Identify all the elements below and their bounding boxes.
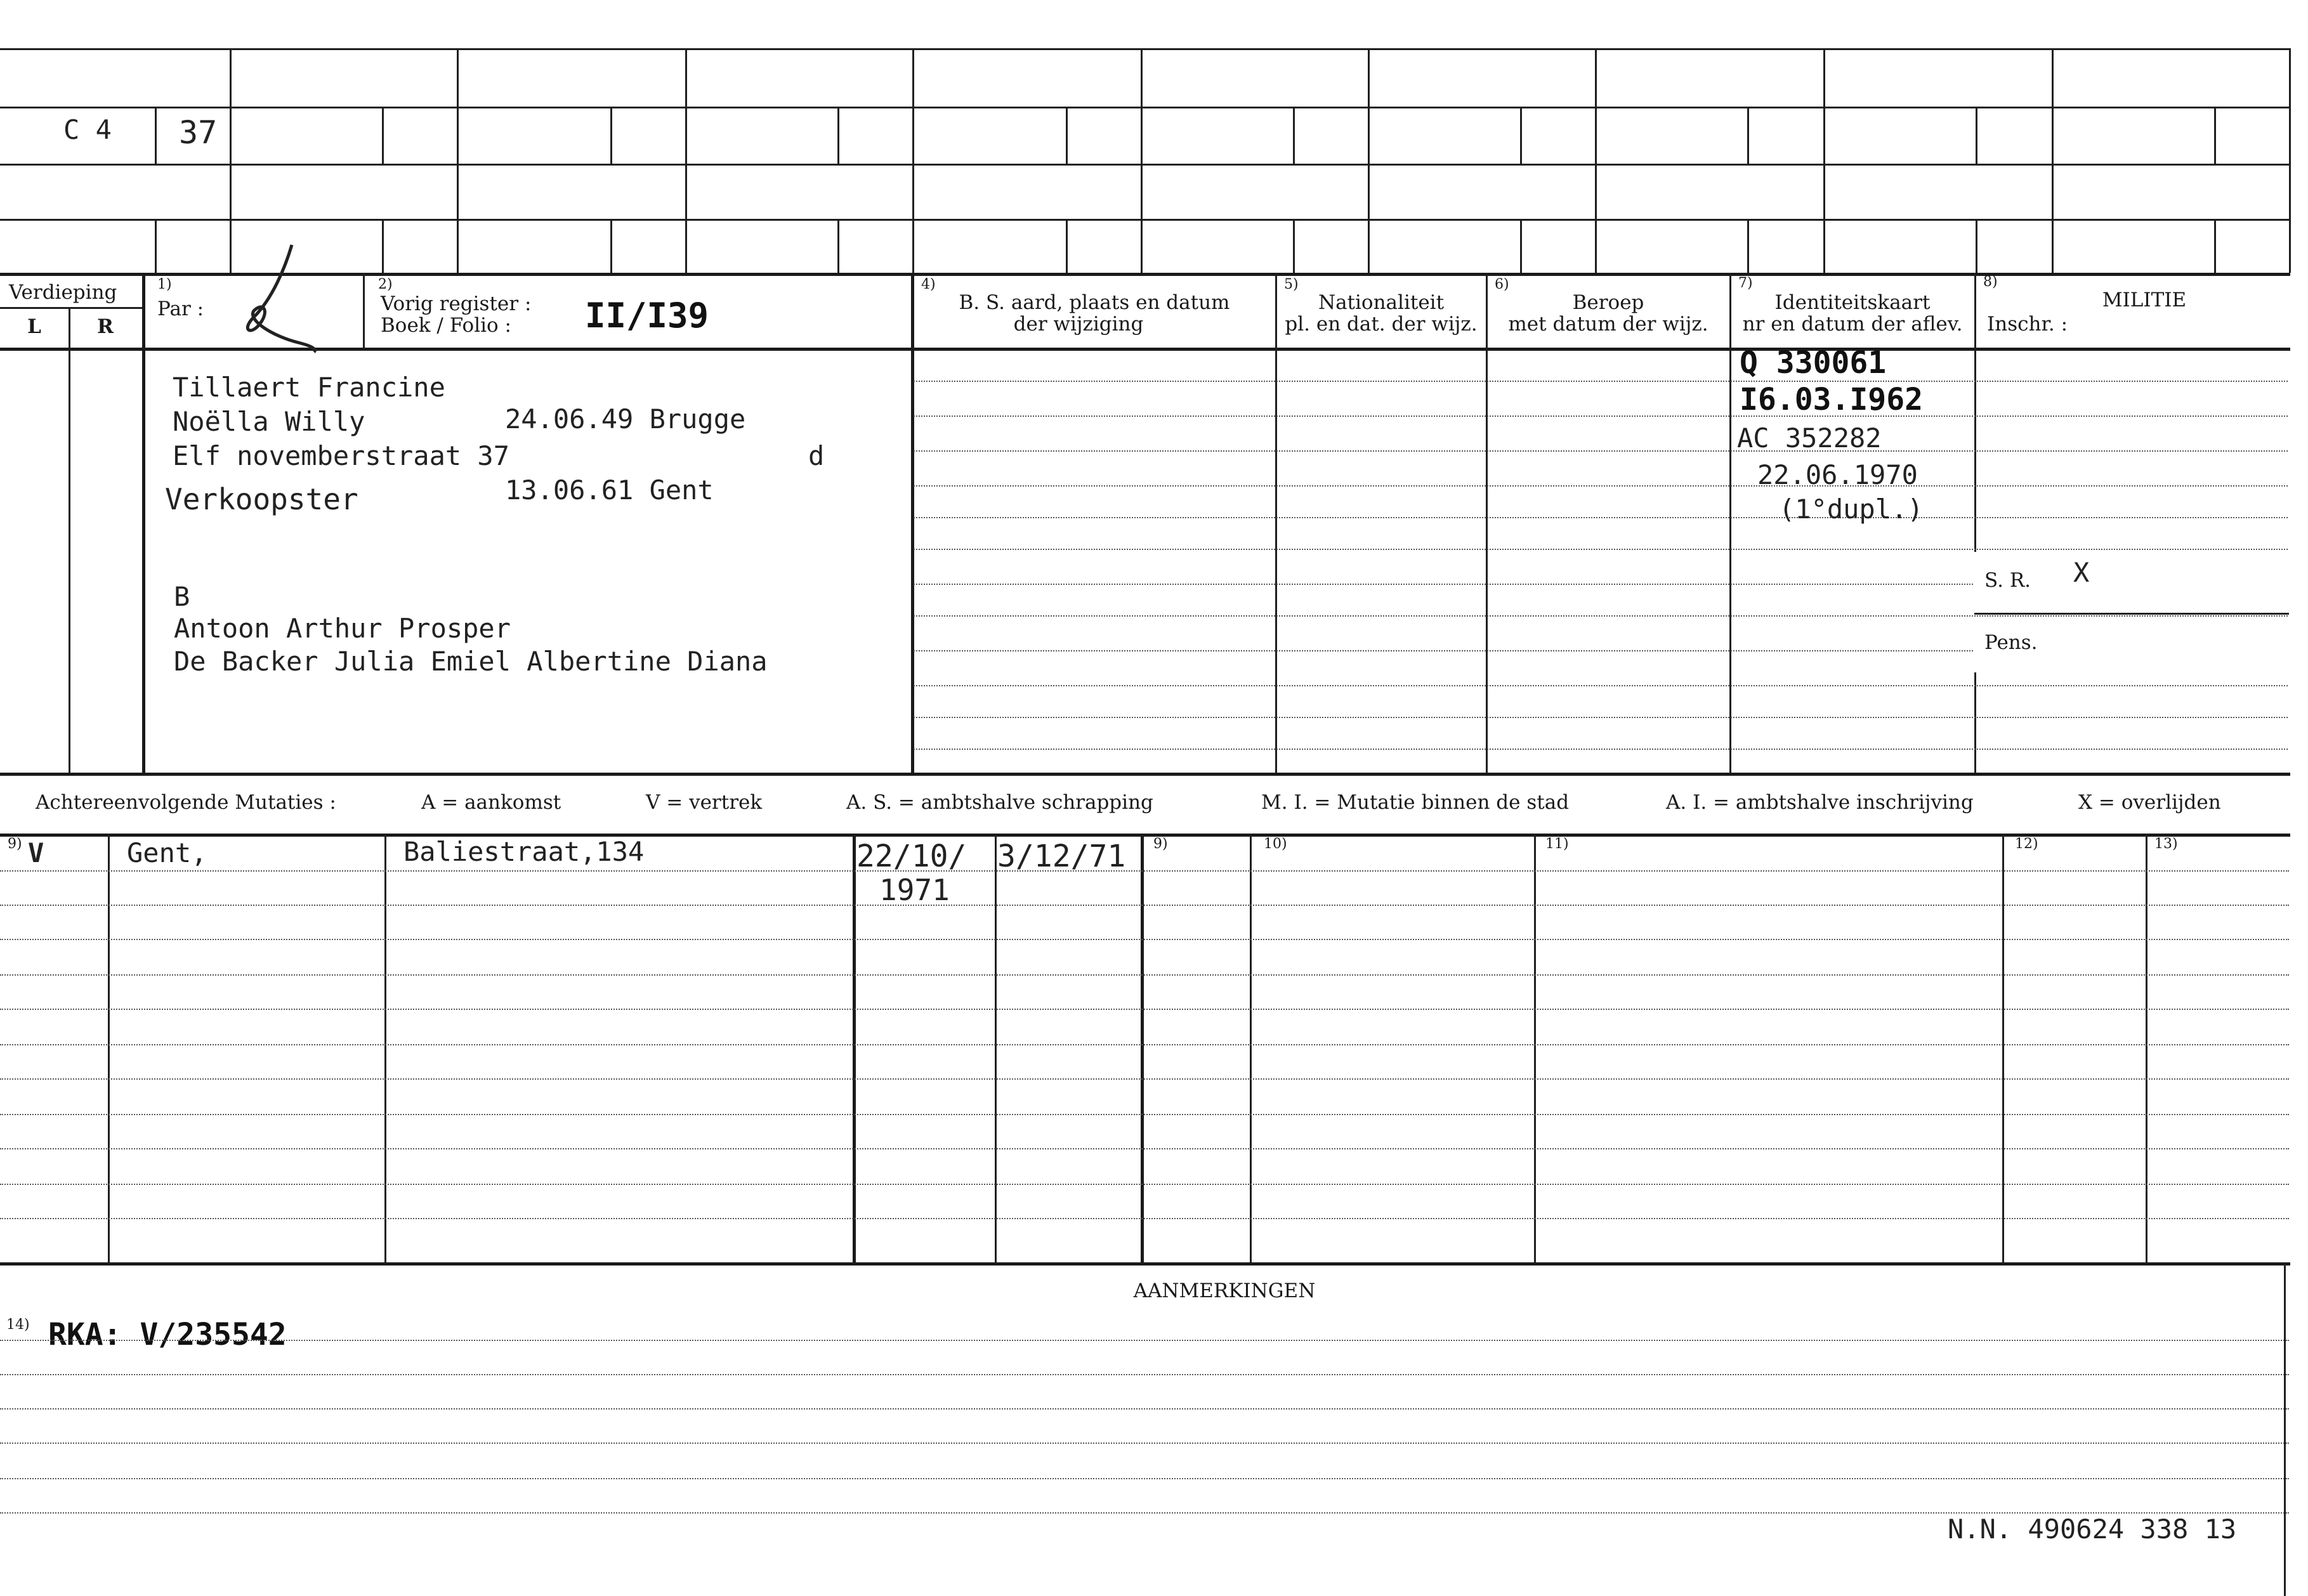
mut-num12: 12): [2015, 836, 2038, 852]
grid-line: [155, 219, 157, 273]
writing-line: [914, 485, 2288, 487]
grid-line: [457, 48, 459, 273]
writing-line: [0, 1044, 2289, 1045]
legend-title: Achtereenvolgende Mutaties :: [36, 791, 336, 814]
header-vorig-value: II/I39: [585, 296, 709, 336]
grid-line: [363, 273, 365, 348]
legend-a: A = aankomst: [421, 791, 561, 814]
writing-line: [914, 717, 2288, 718]
writing-line: [0, 1184, 2289, 1185]
grid-line: [382, 219, 384, 273]
person-mother: De Backer Julia Emiel Albertine Diana: [174, 646, 768, 677]
grid-line: [610, 219, 612, 273]
header-beroep-line1: Beroep: [1572, 291, 1644, 314]
mut-date-a-line1: 22/10/: [856, 839, 967, 874]
legend-ai: A. I. = ambtshalve inschrijving: [1666, 791, 1974, 814]
grid-line: [1747, 219, 1749, 273]
identity-dupl: (1°dupl.): [1779, 494, 1924, 525]
writing-line: [914, 450, 2288, 452]
grid-line: [1250, 834, 1252, 1262]
person-line2-name: Noëlla Willy: [173, 406, 365, 437]
militie-pens-label: Pens.: [1984, 631, 2038, 654]
writing-line: [0, 1374, 2289, 1375]
header-nat-line1: Nationaliteit: [1318, 291, 1445, 314]
writing-line: [0, 1478, 2289, 1479]
grid-line: [685, 48, 687, 273]
writing-line: [914, 685, 2288, 686]
header-bs-line2: der wijziging: [1013, 313, 1144, 336]
mut-num9b: 9): [1153, 836, 1168, 852]
footer-nn: N.N. 490624 338 13: [1948, 1514, 2237, 1545]
mut-date-a-line2: 1971: [879, 873, 950, 907]
grid-line: [0, 273, 2290, 276]
person-line3-addr: Elf novemberstraat 37: [173, 440, 510, 471]
grid-line: [384, 834, 386, 1262]
identity-card2: AC 352282: [1737, 422, 1882, 454]
mut-num13: 13): [2154, 836, 2178, 852]
remarks-rka: RKA: V/235542: [48, 1317, 287, 1352]
writing-line: [0, 905, 2289, 906]
grid-line: [1520, 219, 1522, 273]
header-col-l: L: [27, 315, 41, 338]
header-inschr: Inschr. :: [1987, 313, 2068, 336]
grid-line: [1293, 219, 1295, 273]
writing-line: [914, 584, 1973, 585]
grid-line: [837, 107, 839, 164]
grid-line: [0, 107, 2290, 108]
writing-line: [0, 1114, 2289, 1115]
grid-line: [1976, 219, 1977, 273]
writing-line: [914, 650, 1973, 651]
grid-line: [1595, 48, 1597, 273]
person-parent-mark: B: [174, 581, 190, 612]
mutations-bottom: [0, 1262, 2290, 1266]
writing-line: [0, 1078, 2289, 1080]
mut-num10: 10): [1264, 836, 1287, 852]
header-nat-num: 5): [1284, 277, 1299, 292]
identity-card1: Q 330061: [1740, 345, 1887, 381]
header-vorig-register: Vorig register :: [381, 292, 532, 315]
block-bottom: [0, 773, 2290, 776]
grid-line: [1066, 107, 1068, 164]
person-father: Antoon Arthur Prosper: [174, 613, 511, 644]
grid-line: [2214, 219, 2216, 273]
grid-line: [382, 107, 384, 164]
grid-line: [610, 107, 612, 164]
grid-line: [837, 219, 839, 273]
writing-line: [914, 517, 2288, 518]
header-mil-num: 8): [1983, 274, 1998, 290]
person-line4-date: 13.06.61 Gent: [505, 474, 714, 506]
grid-line: [1368, 48, 1370, 273]
grid-line: [853, 834, 856, 1262]
par-signature: [235, 241, 324, 355]
writing-line: [914, 381, 2288, 382]
header-beroep-num: 6): [1495, 277, 1509, 292]
writing-line: [0, 1442, 2289, 1444]
grid-line: [155, 107, 157, 164]
grid-line: [1141, 48, 1143, 273]
grid-line: [1520, 107, 1522, 164]
person-line1: Tillaert Francine: [173, 372, 445, 403]
top-border: [0, 48, 2290, 50]
legend-x: X = overlijden: [2078, 791, 2221, 814]
header-par-num: 1): [157, 277, 172, 292]
person-line2-date: 24.06.49 Brugge: [505, 403, 746, 435]
grid-line: [1974, 273, 1976, 552]
person-line3-mark: d: [808, 440, 825, 471]
grid-line: [995, 834, 997, 1262]
header-bottom: [0, 348, 2290, 351]
grid-line: [912, 48, 914, 273]
writing-line: [0, 1218, 2289, 1219]
header-id-line1: Identiteitskaart: [1774, 291, 1931, 314]
grid-line: [1974, 613, 2289, 615]
grid-line: [69, 307, 70, 773]
header-militie: MILITIE: [2102, 289, 2187, 311]
remarks-title: AANMERKINGEN: [1133, 1279, 1316, 1302]
remarks-num14: 14): [6, 1317, 30, 1333]
mut-num11: 11): [1545, 836, 1569, 852]
mut-num9: 9): [8, 836, 22, 852]
grid-line: [142, 273, 145, 773]
header-id-line2: nr en datum der aflev.: [1742, 313, 1963, 336]
grid-line: [1729, 273, 1731, 773]
militie-sr-label: S. R.: [1984, 569, 2031, 592]
writing-line: [914, 749, 2288, 750]
grid-line: [1293, 107, 1295, 164]
header-par: Par :: [157, 298, 204, 320]
header-bs-num: 4): [921, 277, 936, 292]
mut-date-b: 3/12/71: [997, 839, 1126, 874]
writing-line: [914, 549, 2288, 550]
person-line4-job: Verkoopster: [165, 482, 358, 516]
grid-line: [1275, 273, 1277, 773]
identity-date1: I6.03.I962: [1740, 382, 1923, 417]
writing-line: [914, 615, 2288, 617]
header-nat-line2: pl. en dat. der wijz.: [1285, 313, 1478, 336]
writing-line: [0, 1148, 2289, 1149]
writing-line: [0, 939, 2289, 940]
grid-line: [0, 307, 142, 309]
right-edge-line: [2284, 1262, 2286, 1596]
writing-line: [914, 415, 2288, 417]
writing-line: [0, 1340, 2289, 1341]
header-id-num: 7): [1738, 275, 1753, 291]
top-code-b: 37: [179, 114, 218, 151]
legend-v: V = vertrek: [646, 791, 763, 814]
grid-line: [911, 273, 914, 773]
grid-line: [2214, 107, 2216, 164]
grid-line: [2052, 48, 2054, 273]
grid-line: [1141, 834, 1144, 1262]
identity-date2: 22.06.1970: [1757, 459, 1918, 490]
header-beroep-line2: met datum der wijz.: [1508, 313, 1708, 336]
grid-line: [2289, 48, 2291, 273]
writing-line: [0, 870, 2289, 872]
grid-line: [1747, 107, 1749, 164]
legend-mi: M. I. = Mutatie binnen de stad: [1261, 791, 1570, 814]
legend-as: A. S. = ambtshalve schrapping: [846, 791, 1153, 814]
header-vorig-num: 2): [378, 277, 393, 292]
grid-line: [2002, 834, 2004, 1262]
mut-street: Baliestraat,134: [403, 836, 645, 867]
grid-line: [0, 164, 2290, 166]
writing-line: [0, 1512, 2289, 1514]
grid-line: [108, 834, 110, 1262]
header-bs-line1: B. S. aard, plaats en datum: [959, 291, 1230, 314]
mutations-top: [0, 834, 2290, 837]
writing-line: [0, 974, 2289, 976]
header-boek-folio: Boek / Folio :: [381, 314, 511, 337]
grid-line: [1486, 273, 1488, 773]
writing-line: [0, 1408, 2289, 1410]
grid-line: [1534, 834, 1536, 1262]
mut-city: Gent,: [127, 837, 207, 868]
header-verdieping: Verdieping: [9, 281, 117, 304]
top-code-a: C 4: [63, 114, 112, 145]
grid-line: [1823, 48, 1825, 273]
grid-line: [230, 48, 232, 273]
grid-line: [2146, 834, 2147, 1262]
mut-type: V: [28, 837, 44, 868]
grid-line: [1974, 672, 1976, 773]
header-col-r: R: [97, 315, 114, 338]
grid-line: [1976, 107, 1977, 164]
militie-sr-value: X: [2073, 557, 2090, 588]
grid-line: [1066, 219, 1068, 273]
writing-line: [0, 1009, 2289, 1010]
grid-line: [0, 219, 2290, 221]
